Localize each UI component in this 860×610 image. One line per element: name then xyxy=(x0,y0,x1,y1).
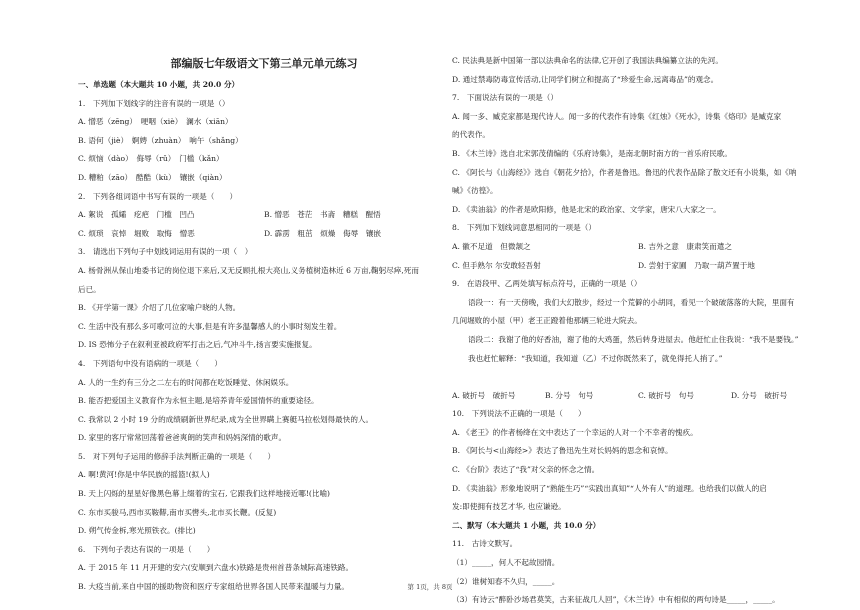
option-cell: C. 破折号 句号 xyxy=(638,390,694,400)
blank-line xyxy=(452,368,824,387)
option-row xyxy=(78,206,450,225)
option-cell: A. 絮说 孤孀 疙疤 门槛 凹凸 xyxy=(78,210,195,220)
text-line: 后已。 xyxy=(78,284,101,294)
text-line: D. 家里的客厅常常回荡着爸爸爽朗的笑声和妈妈深情的歌声。 xyxy=(78,433,287,443)
text-line: D. 《卖油翁》形象地说明了“熟能生巧”“实践出真知”“人外有人”的道理。也给我们以做人的启 xyxy=(452,483,767,493)
option-cell: D. 分号 破折号 xyxy=(731,390,788,400)
right-lines xyxy=(452,52,824,610)
section-heading: 二、默写（本大题共 1 小题，共 10.0 分） xyxy=(452,520,601,530)
text-line: C. 《阿长与《山海经》》选自《朝花夕拾》，作者是鲁迅。鲁迅的代表作品除了散文还有小说集，如《呐 xyxy=(452,167,797,177)
option-cell: A. 徽不足道 但微颔之 xyxy=(452,241,531,251)
text-line: C. 我常以 2 小时 19 分的成绩刷新世界纪录,成为全世界瞒上赛艇马拉松划得最快的人。 xyxy=(78,414,374,424)
text-line: 9. 在语段甲、乙两处填写标点符号，正确的一项是（） xyxy=(452,279,642,289)
text-line: 发:即使拥有技艺才华, 也应谦逊。 xyxy=(452,502,566,512)
text-line: 3. 请选出下列句子中划线词运用有误的一项（ ） xyxy=(78,247,253,257)
text-line: 1. 下列加下划线字的注音有误的一项是（） xyxy=(78,98,230,108)
page-title: 部编版七年级语文下第三单元单元练习 xyxy=(170,57,358,70)
text-line: C. 民法典是新中国第一部以法典命名的法律,它开创了我国法典编纂立法的先河。 xyxy=(452,56,723,65)
text-line: 4. 下列语句中没有语病的一项是（ ） xyxy=(78,358,222,368)
text-line: A. 人的一生约有三分之二左右的时间都在吃饭睡觉、休闲娱乐。 xyxy=(78,377,294,387)
option-cell: D. 尝射于家圃 乃取一葫芦置于地 xyxy=(638,260,755,270)
option-cell: D. 霹雳 粗茁 烦燥 侮辱 镶嵌 xyxy=(264,228,381,238)
text-line: C. 《台阶》表达了“我”对父亲的怀念之情。 xyxy=(452,465,600,475)
text-line: A. 于 2015 年 11 月开建的安六(安顺到六盘水)铁路是贵州首普条城际高速铁路。 xyxy=(78,563,354,573)
page-footer: 第 1页，共 8页 xyxy=(407,583,453,591)
text-line: D. IS 恐怖分子在叙利亚被政府军打击之后,气冲斗牛,扬言要实施报复。 xyxy=(78,340,317,350)
text-line: C. 烦恼（dào） 侮辱（rǔ） 门槛（kǎn） xyxy=(78,154,224,164)
text-line: D. 糟粕（zāo） 酷酷（kù） 镶嵌（qiàn） xyxy=(78,172,227,182)
text-line: 喊》《彷徨》。 xyxy=(452,186,498,196)
text-line: A. 闻一多、臧克家都是现代诗人。闻一多的代表作有诗集《红烛》《死水》，诗集《烙印》是臧克家 xyxy=(452,111,782,121)
text-line: 语段一：有一天傍晚，我们大幻散步，经过一个荒僻的小胡同，看见一个破破落落的大院，里面有 xyxy=(468,297,795,307)
text-line: D. 《卖油翁》的作者是欧阳修，他是北宋的政治家、文学家，唐宋八大家之一。 xyxy=(452,204,721,214)
text-line: B. 能否把爱国主义教育作为永恒主题,是培养青年爱国情怀的重要途径。 xyxy=(78,396,319,406)
option-row xyxy=(452,387,824,406)
option-row xyxy=(452,257,824,276)
option-cell: C. 但手熟尔 尔安敢轻吾射 xyxy=(452,260,541,270)
section-heading: 一、单选题（本大题共 10 小题，共 20.0 分） xyxy=(78,80,240,89)
option-cell: B. 憎恶 苍茫 书斋 糟糕 醒悟 xyxy=(264,210,381,220)
text-line: （1）_____，何人不起故园情。 xyxy=(452,558,560,568)
text-line: B. 大疫当前,来自中国的援助物资和医疗专家组给世界各国人民带来温暖与力量。 xyxy=(78,582,350,592)
text-line: C. 生活中没有那么多可歌可泣的大事,但是有许多温馨感人的小事时刻发生着。 xyxy=(78,321,342,331)
text-line: 11. 古诗文默写。 xyxy=(452,539,518,549)
text-line: D. 朔气传金柝,寒光照铁衣。(排比) xyxy=(78,526,196,536)
text-line: B. 语何（jiè） 婀娉（zhuàn） 响午（shǎng） xyxy=(78,135,243,145)
text-line: B. 《木兰诗》选自北宋郭茂倩编的《乐府诗集》，是南北朝时南方的一首乐府民歌。 xyxy=(452,148,732,158)
left-lines xyxy=(78,76,450,597)
text-line: A. 憎恶（zēng） 哽咽（xiè） 澜水（xiān） xyxy=(78,117,233,127)
option-row xyxy=(452,238,824,257)
text-line: 语段二：我谢了他的好香油，谢了他的大鸡蛋，然后转身进屋去。他赶忙止住我说：“我不是要钱。” xyxy=(468,334,799,344)
text-line: 我也赶忙解释：“我知道，我知道（乙）不过你既然来了，就免得托人捎了。” xyxy=(468,353,723,363)
left-column xyxy=(78,0,450,597)
text-line: B. 《开学第一课》介绍了几位家喻户晓的人物。 xyxy=(78,303,241,313)
text-line: D. 通过禁毒防毒宣传活动,让同学们树立和提高了“珍爱生命,远离毒品”的观念。 xyxy=(452,74,719,84)
right-column xyxy=(452,0,824,610)
text-line: 的代表作。 xyxy=(452,130,490,140)
text-line: （3）有诗云“醉卧沙场君莫笑，古来征战几人回”，《木兰诗》中有相似的两句诗是_____，_____。 xyxy=(452,595,780,605)
text-line: （2）谁树知春不久归，_____。 xyxy=(452,576,560,586)
text-line: B. 天上闪烁的星星好像黑色幕上缀着的宝石, 它跟我们这样地接近哪!(比喻) xyxy=(78,489,331,499)
text-line: 10. 下列说法不正确的一项是（ ） xyxy=(452,409,586,419)
option-cell: A. 破折号 破折号 xyxy=(452,390,516,400)
option-cell: B. 分号 句号 xyxy=(545,390,594,400)
option-row xyxy=(78,225,450,244)
text-line: A. 《老王》的作者杨绛在文中表达了一个幸运的人对一个不幸者的愧疚。 xyxy=(452,427,698,437)
option-cell: C. 烦琐 哀悼 堀败 取悔 憎恶 xyxy=(78,228,195,238)
text-line: 2. 下列各组词语中书写有误的一项是（ ） xyxy=(78,191,238,201)
option-cell: B. 吉外之意 康肃笑而遣之 xyxy=(638,241,732,251)
text-line: 几间堀败的小屋（甲）老王正蹬着他那辆三轮进大院去。 xyxy=(452,316,642,326)
text-line: A. 杨骨洲从保山地委书记的岗位退下来后,又无反顾扎根大亮山,义务植树造林近 6 万亩,鞠躬尽瘁,死而 xyxy=(78,265,419,275)
text-line: 7. 下面说法有误的一项是（） xyxy=(452,93,558,103)
text-line: 5. 对下列句子运用的修辞手法判断正确的一项是（ ） xyxy=(78,451,276,461)
text-line: C. 东市买骏马,西市买鞍鞯,南市买辔头,北市买长鞭。(反复) xyxy=(78,507,277,517)
text-line: 6. 下列句子表达有误的一项是（ ） xyxy=(78,544,215,554)
text-line: A. 啊!黄河!你是中华民族的摇篮!(拟人) xyxy=(78,470,210,480)
text-line: B. 《阿长与<山海经>》表达了鲁迅先生对长妈妈的思念和哀悼。 xyxy=(452,446,673,456)
text-line: 8. 下列加下划线词意思相同的一项是（） xyxy=(452,223,596,233)
